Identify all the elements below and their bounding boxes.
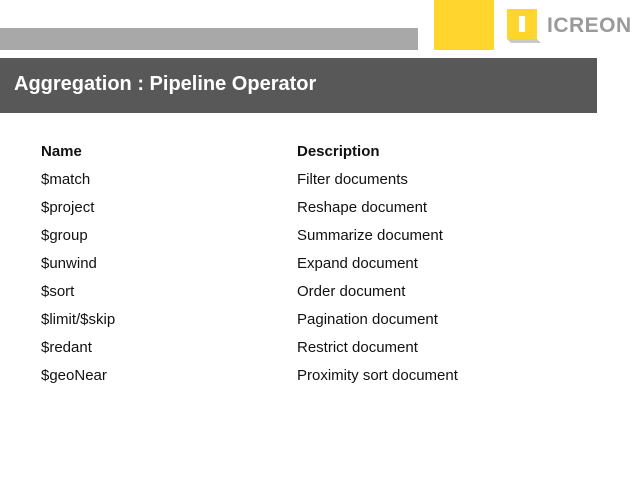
operator-description: Order document [297, 282, 406, 300]
table-row [41, 333, 541, 361]
operator-name: $group [41, 226, 88, 244]
operator-name: $match [41, 170, 91, 188]
header-gray-bar [0, 28, 418, 50]
operator-description: Proximity sort document [297, 366, 458, 384]
icreon-logo [507, 9, 632, 43]
header-yellow-block [434, 0, 494, 50]
operator-description: Restrict document [297, 338, 418, 356]
operator-name: $unwind [41, 254, 97, 272]
operator-name: $redant [41, 338, 92, 356]
operator-name: $limit/$skip [41, 310, 116, 328]
table-row [41, 193, 541, 221]
header-description: Description [297, 142, 380, 160]
table-row [41, 249, 541, 277]
title-bar [0, 58, 597, 113]
icreon-logo-icon [507, 9, 541, 43]
table-row [41, 305, 541, 333]
operator-name: $geoNear [41, 366, 107, 384]
operator-description: Summarize document [297, 226, 443, 244]
table-row [41, 165, 541, 193]
table-header-row [41, 137, 541, 165]
operator-description: Pagination document [297, 310, 438, 328]
table-row [41, 221, 541, 249]
header-name: Name [41, 142, 82, 160]
operator-description: Reshape document [297, 198, 428, 216]
operator-name: $sort [41, 282, 75, 300]
page-title: Aggregation : Pipeline Operator [14, 73, 317, 95]
logo-text: ICREON [547, 14, 632, 37]
table-row [41, 361, 541, 389]
table-row [41, 277, 541, 305]
operator-description: Expand document [297, 254, 418, 272]
operator-description: Filter documents [297, 170, 408, 188]
operator-name: $project [41, 198, 95, 216]
operator-table [41, 137, 541, 389]
